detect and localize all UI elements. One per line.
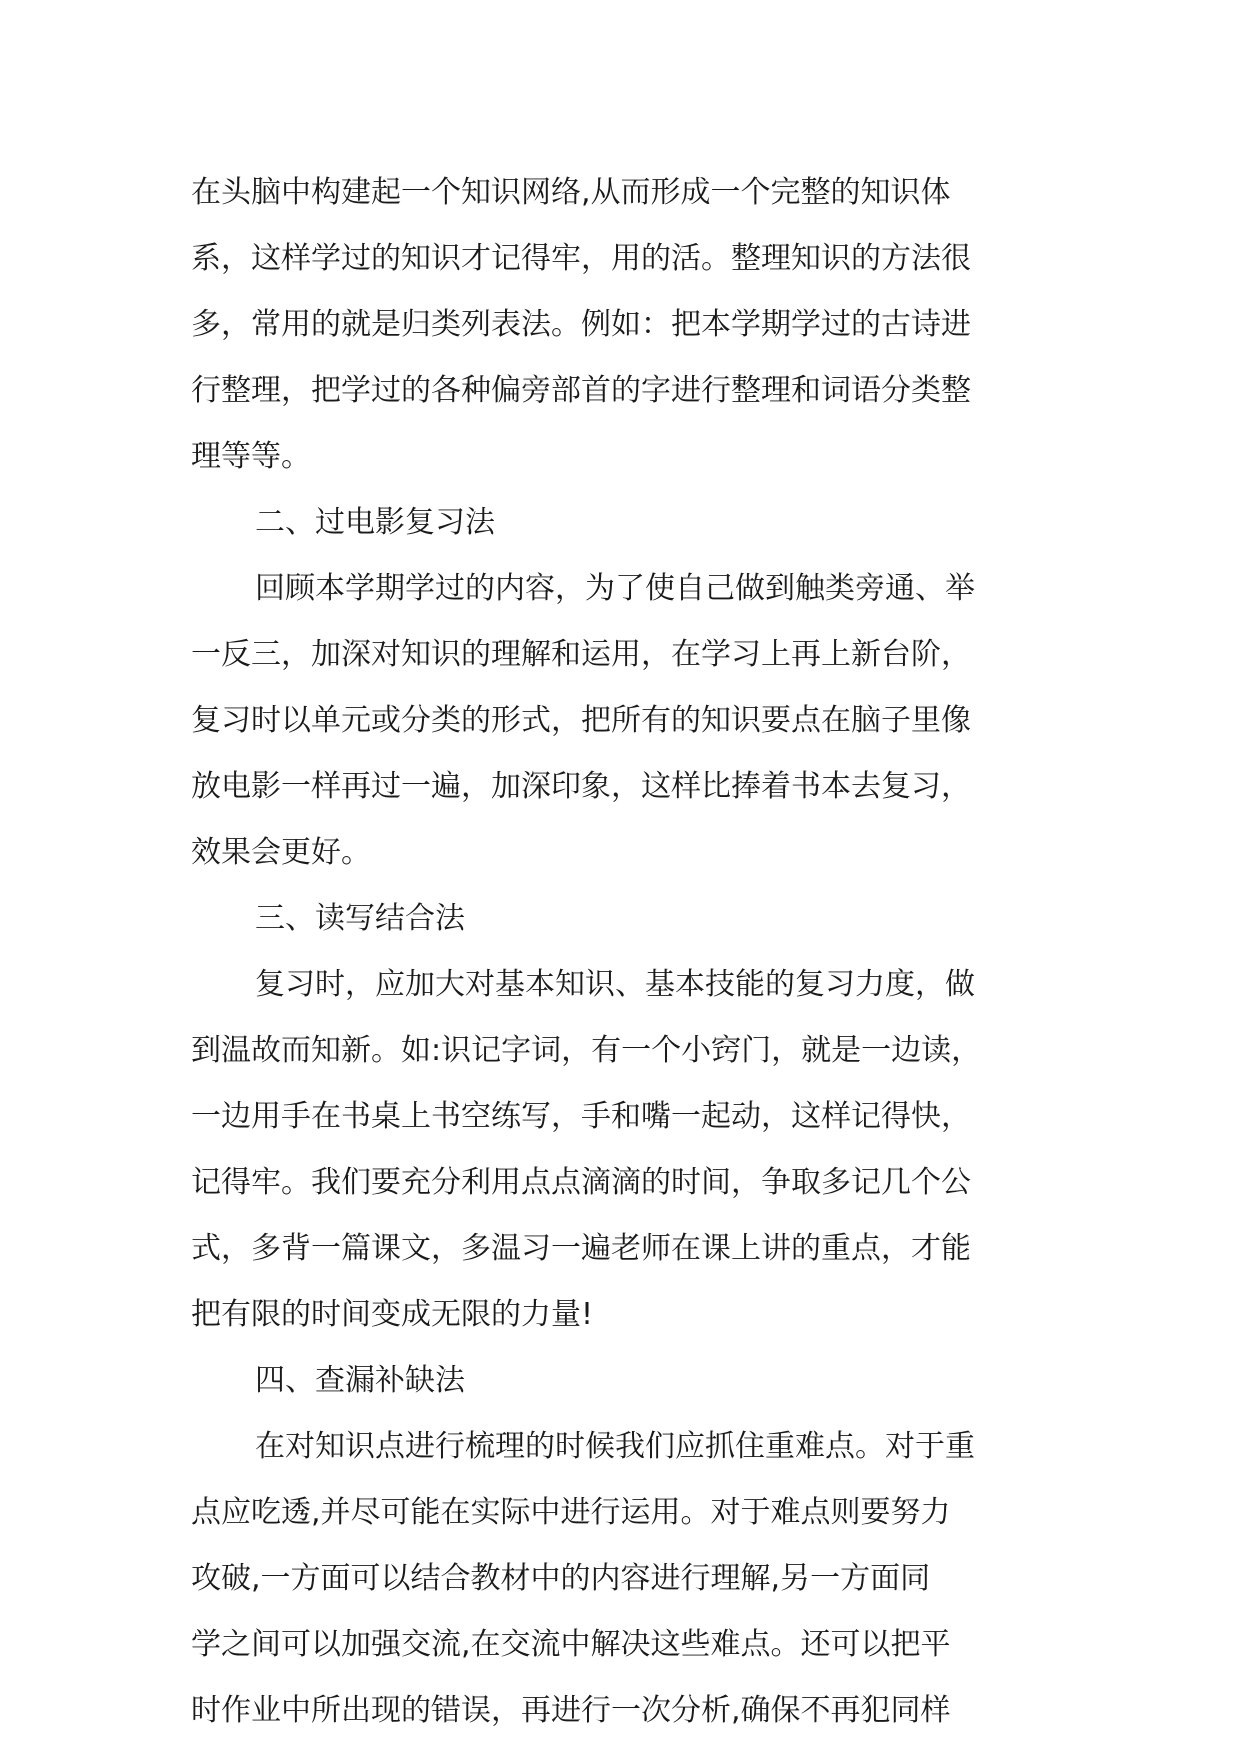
text-line: 效果会更好。 (191, 835, 371, 870)
text-line: 把有限的时间变成无限的力量! (191, 1297, 594, 1332)
text-line: 记得牢。我们要充分利用点点滴滴的时间，争取多记几个公 (191, 1165, 971, 1200)
paragraph-start-line: 回顾本学期学过的内容，为了使自己做到触类旁通、举 (255, 571, 975, 606)
text-line: 一边用手在书桌上书空练写，手和嘴一起动，这样记得快， (191, 1099, 971, 1134)
text-line: 式，多背一篇课文，多温习一遍老师在课上讲的重点，才能 (191, 1231, 971, 1266)
section-heading: 四、查漏补缺法 (255, 1363, 465, 1398)
document-body (191, 160, 1061, 1744)
paragraph-start-line: 在对知识点进行梳理的时候我们应抓住重难点。对于重 (255, 1429, 975, 1464)
text-line: 一反三，加深对知识的理解和运用，在学习上再上新台阶， (191, 637, 971, 672)
text-line: 多，常用的就是归类列表法。例如：把本学期学过的古诗进 (191, 307, 971, 342)
text-line: 理等等。 (191, 439, 311, 474)
paragraph-start-line: 复习时，应加大对基本知识、基本技能的复习力度，做 (255, 967, 975, 1002)
text-line: 攻破,一方面可以结合教材中的内容进行理解,另一方面同 (191, 1561, 931, 1596)
text-line: 到温故而知新。如:识记字词，有一个小窍门，就是一边读， (191, 1033, 982, 1068)
text-line: 点应吃透,并尽可能在实际中进行运用。对于难点则要努力 (191, 1495, 951, 1530)
text-line: 复习时以单元或分类的形式，把所有的知识要点在脑子里像 (191, 703, 971, 738)
section-heading: 二、过电影复习法 (255, 505, 495, 540)
text-line: 在头脑中构建起一个知识网络,从而形成一个完整的知识体 (191, 175, 951, 210)
section-heading: 三、读写结合法 (255, 901, 465, 936)
text-line: 放电影一样再过一遍，加深印象，这样比捧着书本去复习， (191, 769, 971, 804)
text-line: 学之间可以加强交流,在交流中解决这些难点。还可以把平 (191, 1627, 951, 1662)
text-line: 时作业中所出现的错误，再进行一次分析,确保不再犯同样 (191, 1693, 951, 1728)
text-line: 行整理，把学过的各种偏旁部首的字进行整理和词语分类整 (191, 373, 971, 408)
text-line: 系，这样学过的知识才记得牢，用的活。整理知识的方法很 (191, 241, 971, 276)
